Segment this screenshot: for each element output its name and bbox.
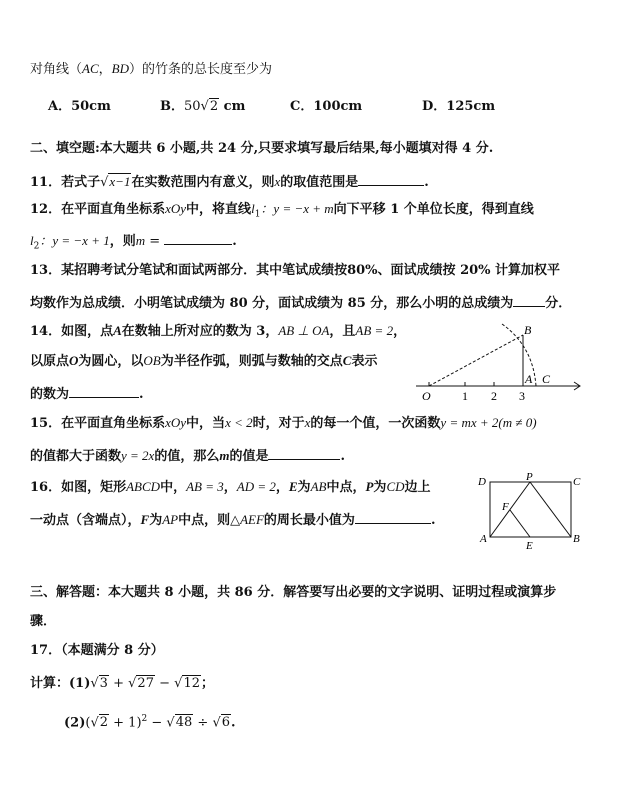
label-c: C — [542, 372, 551, 386]
segment-label: OB — [143, 353, 161, 368]
label-2: 2 — [491, 389, 497, 403]
variable: x — [274, 174, 281, 189]
point-label: A — [113, 323, 122, 338]
part-label: (1) — [69, 676, 91, 691]
option-c: C．100cm — [290, 99, 363, 114]
text: 的值是 — [229, 449, 269, 464]
sqrt-icon: √ — [166, 715, 175, 731]
unit: cm — [219, 99, 246, 114]
text: . — [232, 234, 237, 249]
option-b — [160, 95, 245, 114]
sqrt-icon: √ — [100, 175, 109, 190]
point-label: P — [365, 479, 374, 494]
operator: − — [154, 676, 175, 691]
segment-pb — [530, 482, 571, 537]
radicand: x−1 — [109, 174, 131, 189]
expression: AD = 2 — [236, 479, 276, 494]
question-11 — [30, 171, 429, 192]
text: 向下平移 1 个单位长度，得到直线 — [333, 202, 534, 217]
text: 一动点（含端点）， — [30, 513, 141, 528]
answer-blank — [358, 171, 424, 186]
equation: ：y = −x + m — [260, 201, 334, 216]
equation: ：y = −x + 1 — [39, 233, 110, 248]
segment-ob — [429, 335, 523, 386]
label-d: D — [478, 476, 486, 488]
text: 中，当 — [186, 416, 226, 431]
question-14-line-2 — [30, 352, 377, 371]
question-13-line-2 — [30, 292, 571, 313]
text: 均数作为总成绩．小明笔试成绩为 80 分，面试成绩为 85 分，那么小明的总成绩为 — [30, 296, 514, 311]
point-label: C — [342, 353, 352, 368]
sqrt-icon: √ — [90, 676, 99, 691]
question-number: 15． — [30, 416, 62, 431]
expression: AB = 3 — [186, 479, 224, 494]
text: 如图，矩形 — [61, 480, 127, 495]
question-17-part-2 — [64, 710, 236, 732]
coordinate-system: xOy — [165, 415, 187, 430]
operator: ÷ — [193, 715, 213, 731]
text: 中， — [160, 480, 187, 495]
sqrt-icon: √ — [174, 676, 183, 691]
label-c: C — [573, 476, 581, 488]
label-1: 1 — [462, 389, 468, 403]
segment-label: AP — [162, 512, 179, 527]
question-17-title: 17．（本题满分 8 分） — [30, 643, 164, 658]
text: 表示 — [351, 354, 378, 369]
text: 如图，点 — [61, 324, 114, 339]
question-13-line-1 — [30, 262, 560, 280]
answer-blank — [268, 445, 340, 460]
text: ，且 — [329, 324, 356, 339]
variable: x — [304, 415, 311, 430]
function-expression: y = 2x — [121, 448, 155, 463]
question-14-line-3 — [30, 383, 144, 404]
question-number: 13． — [30, 263, 62, 278]
number-line-figure — [408, 318, 590, 404]
condition: x < 2 — [225, 415, 253, 430]
point-label: F — [140, 512, 150, 527]
subscript: 1 — [254, 209, 261, 220]
label-p: P — [526, 471, 533, 483]
answer-blank — [164, 230, 232, 245]
text: 分． — [545, 296, 572, 311]
expression: AB ⊥ OA — [278, 323, 330, 338]
question-12-line-2 — [30, 230, 237, 256]
text: ，则 — [109, 234, 136, 249]
label-f: F — [502, 501, 509, 513]
section-heading-answer: 三、解答题：本大题共 8 小题，共 86 分．解答要写出必要的文字说明、证明过程或演算步 — [30, 585, 557, 600]
text: = — [145, 234, 165, 249]
radicand: 2 — [209, 99, 219, 114]
sqrt-icon: √ — [128, 676, 137, 691]
text: 在平面直角坐标系 — [61, 416, 166, 431]
text: . — [424, 175, 429, 190]
triangle-name: AEF — [240, 512, 264, 527]
expression: AB = 2 — [355, 323, 394, 338]
text: 为 — [297, 480, 311, 495]
text: 的取值范围是 — [280, 175, 359, 190]
function-expression: y = mx + 2(m ≠ 0) — [440, 415, 537, 430]
text: 在实数范围内有意义，则 — [131, 175, 275, 190]
question-number: 12． — [30, 202, 62, 217]
label-e: E — [526, 540, 533, 552]
text: 中点，则△ — [178, 513, 241, 528]
text: 的值，那么 — [154, 449, 220, 464]
label-a: A — [525, 372, 533, 386]
text: 为 — [149, 513, 163, 528]
option-a: A．50cm — [48, 99, 111, 114]
text: 边上 — [404, 480, 431, 495]
subscript: 2 — [33, 241, 40, 252]
text: 的值都大于函数 — [30, 449, 122, 464]
section-heading-fill-in: 二、填空题:本大题共 6 小题,共 24 分,只要求填写最后结果,每小题填对得 4 分. — [30, 141, 494, 156]
text: 计算： — [30, 676, 70, 691]
text: 的周长最小值为 — [263, 513, 355, 528]
text: 在数轴上所对应的数为 3， — [121, 324, 279, 339]
text: ， — [223, 480, 237, 495]
question-17-part-1 — [30, 675, 214, 693]
operator: + — [108, 676, 129, 691]
radicand: 6 — [221, 715, 231, 731]
text: ， — [275, 480, 289, 495]
coordinate-system: xOy — [165, 201, 187, 216]
paren: ( — [85, 715, 91, 731]
label-b: B — [573, 533, 580, 545]
option-d: D．125cm — [422, 99, 496, 114]
sqrt-icon: √ — [200, 99, 209, 114]
rectangle-figure — [474, 470, 590, 556]
point-label: E — [288, 479, 298, 494]
line-name: l — [251, 201, 255, 216]
text: 在平面直角坐标系 — [61, 202, 166, 217]
text: 中点， — [326, 480, 366, 495]
radicand: 3 — [99, 676, 108, 691]
text: 以原点 — [30, 354, 70, 369]
sqrt-icon: √ — [212, 715, 221, 731]
variable: m — [135, 233, 146, 248]
label-b: B — [524, 323, 532, 337]
text: 为半径作弧，则弧与数轴的交点 — [160, 354, 343, 369]
label-a: A — [480, 533, 487, 545]
question-number: 11． — [30, 175, 62, 190]
answer-blank — [513, 292, 545, 307]
text: ）的竹条的总长度至少为 — [129, 62, 273, 77]
exponent: 2 — [141, 714, 148, 724]
text: . — [139, 387, 144, 402]
segment-label: CD — [386, 479, 405, 494]
section-heading-answer-cont: 骤． — [30, 614, 57, 629]
question-15-line-2 — [30, 445, 345, 466]
segment-label: AB — [310, 479, 327, 494]
part-label: (2) — [64, 715, 86, 731]
question-16-line-1 — [30, 478, 431, 497]
text: 若式子 — [61, 175, 101, 190]
text: ， — [98, 62, 112, 77]
operator: − — [147, 715, 167, 731]
text: 对角线（ — [30, 62, 83, 77]
option-b-label: B． — [160, 99, 184, 114]
text: 为 — [373, 480, 387, 495]
text: ， — [393, 324, 407, 339]
expression: + 1) — [109, 715, 142, 731]
text: . — [430, 513, 436, 528]
radicand: 2 — [99, 715, 109, 731]
label-o: O — [422, 389, 431, 403]
sqrt-icon: √ — [90, 715, 99, 731]
segment-fe — [510, 510, 530, 537]
question-12-line-1 — [30, 200, 534, 224]
variable: m — [219, 448, 230, 463]
answer-blank — [355, 509, 431, 524]
text: ； — [200, 676, 214, 691]
question-continuation — [30, 60, 272, 79]
segment-bd: BD — [111, 61, 129, 76]
line-name: l — [30, 233, 34, 248]
segment-ac: AC — [82, 61, 99, 76]
text: 某招聘考试分笔试和面试两部分．其中笔试成绩按80%、面试成绩按 20% 计算加权平 — [61, 263, 561, 278]
question-14-line-1 — [30, 322, 406, 341]
point-label: O — [69, 353, 79, 368]
question-number: 16． — [30, 480, 62, 495]
text: 为圆心，以 — [78, 354, 144, 369]
question-15-line-1 — [30, 414, 537, 433]
question-number: 14． — [30, 324, 62, 339]
rectangle-name: ABCD — [126, 479, 161, 494]
text: 中，将直线 — [186, 202, 252, 217]
radicand: 48 — [175, 715, 193, 731]
coefficient: 50 — [184, 99, 201, 114]
radicand: 12 — [183, 676, 200, 691]
text: 的数为 — [30, 387, 70, 402]
label-3: 3 — [519, 389, 525, 403]
text: 时，对于 — [252, 416, 305, 431]
question-16-line-2 — [30, 509, 435, 530]
text: . — [231, 715, 236, 731]
radicand: 27 — [137, 676, 154, 691]
text: . — [340, 449, 346, 464]
text: 的每一个值，一次函数 — [310, 416, 441, 431]
answer-blank — [69, 383, 139, 398]
